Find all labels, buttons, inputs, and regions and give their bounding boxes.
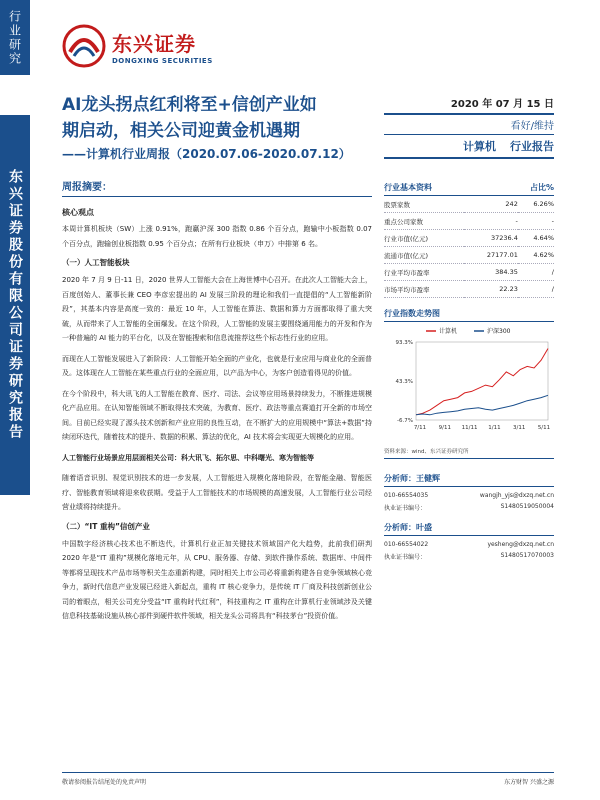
cert-label: 执业证书编号： [384, 554, 427, 561]
chart-heading: 行业指数走势图 [384, 308, 554, 322]
report-meta [384, 95, 554, 159]
x-tick-label: 11/11 [461, 425, 478, 431]
basics-title: 行业基本资料 [384, 183, 432, 192]
related-companies: 人工智能行业场景应用层面相关公司：科大讯飞、拓尔思、中科曙光、寒为智能等 [62, 453, 314, 462]
basics-table [384, 196, 554, 298]
section-ai: （一）人工智能板块 [62, 258, 130, 267]
table-row: 股票家数 242 6.26% [384, 196, 554, 213]
report-subtitle: ——计算机行业周报（2020.07.06-2020.07.12） [62, 147, 351, 161]
paragraph: 而现在人工智能发展进入了新阶段：人工智能开始全面的产业化，也就是行业应用与商业化的全面普及。这体现在人工智能在某些重点行业的全面应用，以产品为中心，为客户创造看得见的价值。 [62, 354, 372, 377]
disclaimer-note: 敬请参阅报告结尾处的免责声明 [62, 779, 147, 786]
title-line-2: 期启动，相关公司迎黄金机遇期 [62, 121, 300, 141]
core-view-heading: 核心观点 [62, 208, 94, 217]
rating: 看好/维持 [384, 115, 554, 135]
logo [62, 24, 213, 68]
series-line-0 [416, 349, 548, 415]
table-row: 流通市值(亿元) 27177.01 4.62% [384, 247, 554, 264]
logo-name-en: DONGXING SECURITIES [112, 56, 213, 65]
summary-heading: 周报摘要： [62, 178, 372, 197]
paragraph: 随着语音识别、视觉识别技术的进一步发展，人工智能进入规模化落地阶段，在智能金融、智能医疗、智能教育领域将迎来收获期。受益于人工智能技术的市场规模的高速发展，人工智能行业公司经营业绩将持续提升。 [62, 474, 372, 511]
analyst-name: 分析师：叶盛 [384, 522, 554, 536]
table-row: 重点公司家数 - - [384, 213, 554, 230]
footer [62, 772, 554, 786]
title-line-1: AI龙头拐点红利将至+信创产业如 [62, 95, 317, 115]
cert-label: 执业证书编号： [384, 505, 427, 512]
analyst-block [384, 522, 554, 563]
side-label-industry-research: 行业研究 [0, 0, 30, 75]
report-title [62, 92, 380, 164]
category-industry-report: 行业报告 [510, 140, 554, 153]
basics-heading [384, 182, 554, 196]
paragraph: 本周计算机板块（SW）上涨 0.91%，跑赢沪深 300 指数 0.86 个百分点，跑输中小板指数 0.07 个百分点，跑输创业板指数 0.95 个百分点；在所有行业板块（申万）中排第 6 名。 [62, 225, 372, 248]
chart-source: 资料来源：wind、东兴证券研究所 [384, 444, 554, 459]
x-tick-label: 1/11 [488, 425, 501, 431]
legend-label: 计算机 [439, 328, 458, 335]
table-row: 行业市值(亿元) 37236.4 4.64% [384, 230, 554, 247]
y-tick-label: 43.3% [395, 379, 413, 385]
x-tick-label: 9/11 [438, 425, 451, 431]
slogan: 东方财智 兴盛之源 [504, 779, 554, 786]
summary-column [62, 178, 372, 630]
report-date: 2020 年 07 月 15 日 [384, 95, 554, 115]
table-row: 行业平均市盈率 384.35 / [384, 264, 554, 281]
x-tick-label: 3/11 [513, 425, 526, 431]
analyst-block [384, 473, 554, 514]
paragraph: 2020 年 7 月 9 日-11 日，2020 世界人工智能大会在上海世博中心召开。在此次人工智能大会上，百度创始人、董事长兼 CEO 李彦宏提出的 AI 发展三阶段的理论和我们一直提倡的“人工智能新阶段”，其基本内容是高度一致的：最近 10 年，人工智能在算法、数据和算力方面都取得了重大突破，从而带来了人工智能的全面爆发。在这个阶段，人工智能的发展主要围绕通用能力的开发和作为一种普遍的 AI 能力的平台化，以及在智能搜索和信息流推荐这些个标志性行业的应用。 [62, 276, 372, 342]
analyst-name: 分析师：王健辉 [384, 473, 554, 487]
pct-label: 占比% [529, 183, 554, 192]
logo-name-cn: 东兴证券 [112, 31, 196, 56]
logo-icon [62, 24, 106, 68]
analyst-email[interactable]: yesheng@dxzq.net.cn [487, 541, 554, 548]
x-tick-label: 7/11 [413, 425, 427, 431]
y-tick-label: 93.3% [395, 340, 413, 346]
paragraph: 在今个阶段中，科大讯飞的人工智能在教育、医疗、司法、会议等应用场景持续发力，不断推进规模化产品应用。在认知智能领域不断取得技术突破，为教育、医疗、政法等重点赛道打开全新的市场空间。目前已经实现了源头技术创新和产业应用的良性互动，在不断扩大的应用规模中“算法+数据”持续闭环迭代，随着技术的提升、数据的积累、算法的优化，AI 技术将会实现更大规模化的应用。 [62, 389, 372, 441]
side-label-company: 东兴证券股份有限公司证券研究报告 [0, 115, 30, 495]
analyst-cert: S1480519050004 [500, 503, 554, 510]
table-row: 市场平均市盈率 22.23 / [384, 281, 554, 298]
analyst-phone: 010-66554022 [384, 541, 429, 548]
series-line-1 [416, 395, 548, 415]
index-trend-chart [384, 322, 554, 440]
paragraph: 中国数字经济核心技术也不断迭代，计算机行业正加关键技术领域国产化大趋势，此前我们研判 2020 年是“IT 重构”规模化落地元年，从 CPU、服务器、存储、到软件操作系统、数据库、中间件等都将呈现技术产品市场等积关生态重新构建，同时相关上市公司必将重新构建各自竞争领域核心竞争力，新时代信息产业发展已经进入新起点，重构 IT 核心竞争力，是传统 IT 厂商及科技创新创业公司的着眼点，相关公司充分受益“IT 重构时代红利”，科技重构之 IT 重构在计算机行业领域涉及关键信息科技基础设施从核心部件到硬件软件领域，相关龙头公司将具有“科技茅台”投资价值。 [62, 539, 372, 620]
legend-label: 沪深300 [487, 328, 511, 335]
sidebar-data [384, 182, 554, 563]
x-tick-label: 5/11 [537, 425, 551, 431]
analyst-cert: S1480517070003 [500, 552, 554, 559]
analyst-phone: 010-66554035 [384, 492, 429, 499]
analyst-email[interactable]: wangjh_yjs@dxzq.net.cn [479, 492, 554, 499]
section-it-rebuild: （二）“IT 重构”信创产业 [62, 521, 150, 531]
category-computer: 计算机 [463, 140, 496, 153]
y-tick-label: -6.7% [397, 418, 413, 424]
